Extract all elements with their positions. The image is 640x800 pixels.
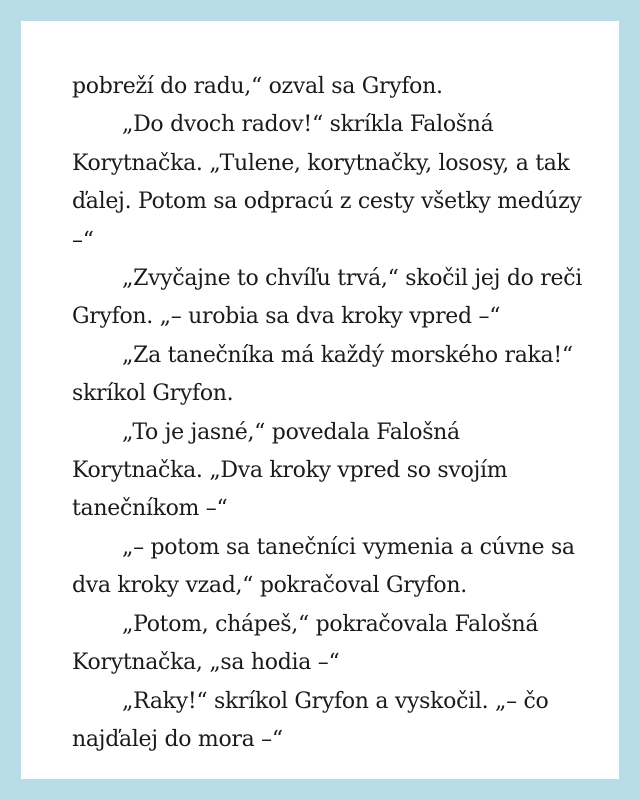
paragraph: pobreží do radu,“ ozval sa Gryfon.: [72, 74, 443, 99]
page-text: [72, 68, 592, 759]
paragraph: „Za tanečníka má každý morského raka!“ skríkol Gryfon.: [72, 342, 573, 407]
paragraph: „Raky!“ skríkol Gryfon a vyskočil. „– čo najďalej do mora –“: [72, 688, 549, 752]
paragraph: „– potom sa tanečníci vymenia a cúvne sa dva kroky vzad,“ pokračoval Gryfon.: [72, 534, 575, 599]
paragraph: „Do dvoch radov!“ skríkla Falošná Korytnačka. „Tulene, korytnačky, lososy, a tak ďalej. Potom sa odpracú z cesty všetky medúzy –“: [72, 112, 582, 253]
paragraph: „Zvyčajne to chvíľu trvá,“ skočil jej do reči Gryfon. „– urobia sa dva kroky vpred –“: [72, 266, 582, 330]
paragraph: „Potom, chápeš,“ pokračovala Falošná Korytnačka, „sa hodia –“: [72, 611, 539, 676]
book-page: [21, 21, 619, 779]
paragraph: „To je jasné,“ povedala Falošná Korytnačka. „Dva kroky vpred so svojím tanečníkom –“: [72, 419, 508, 522]
